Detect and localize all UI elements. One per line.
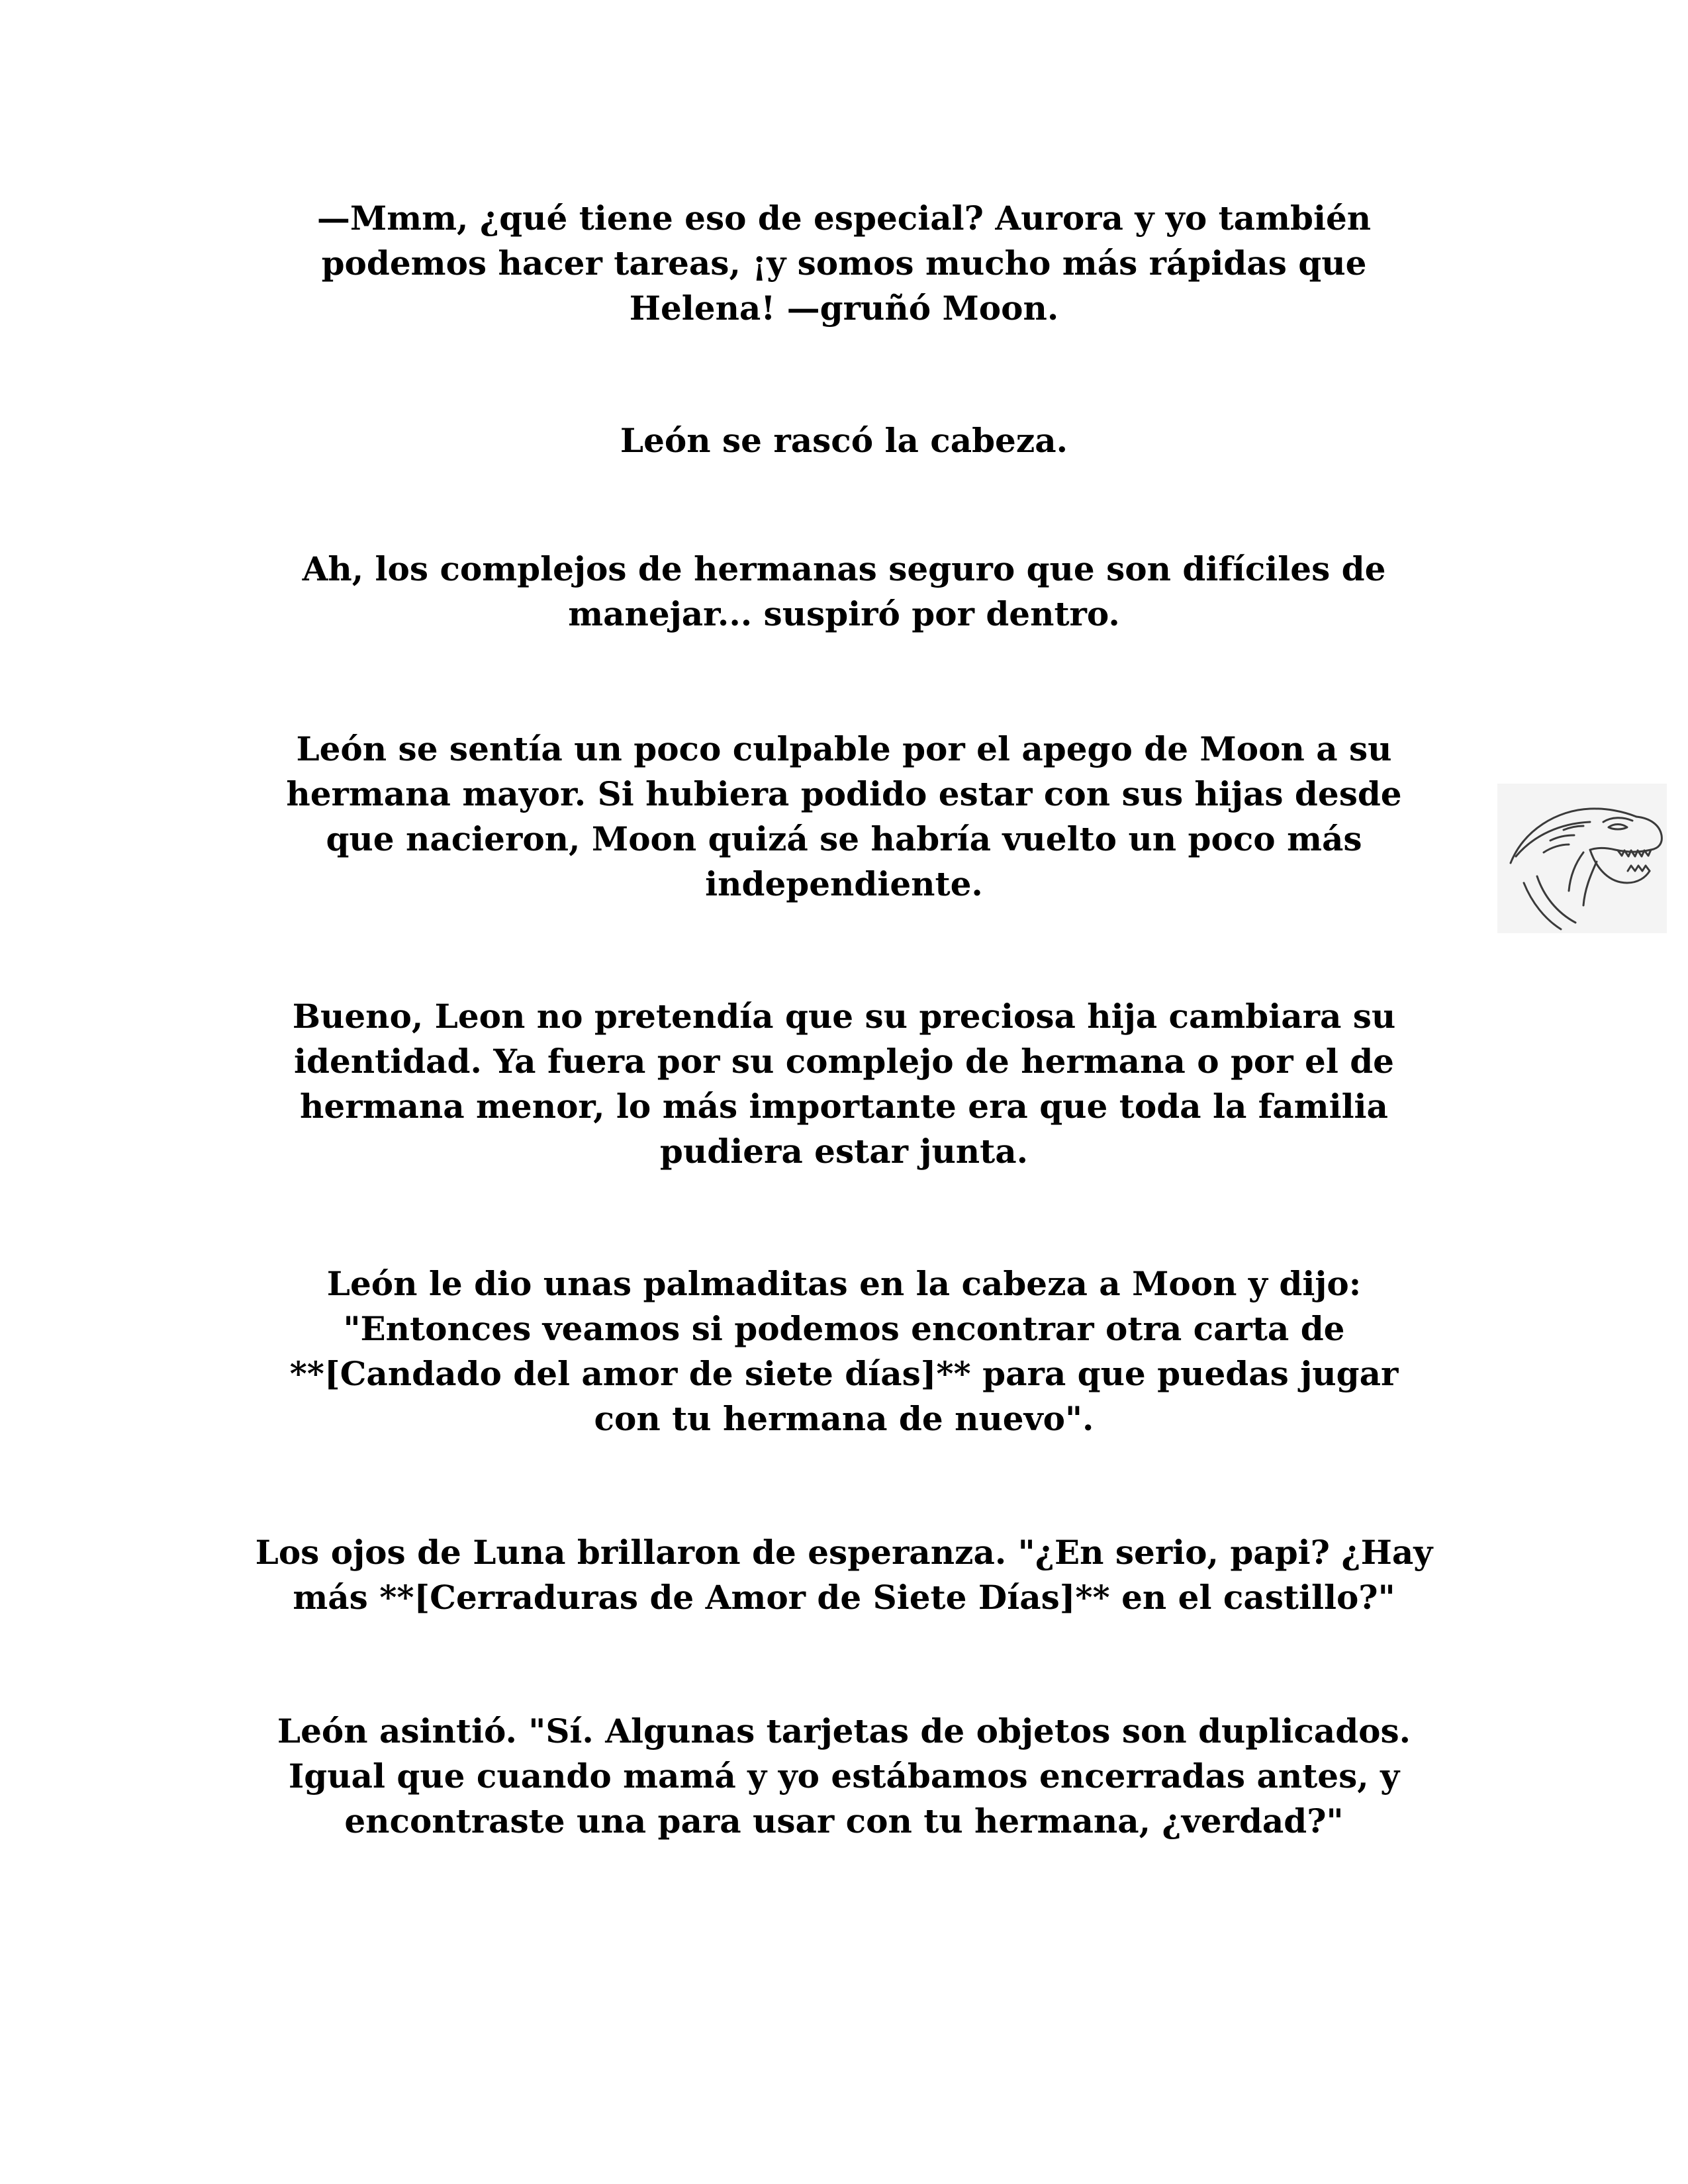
text-line: con tu hermana de nuevo". <box>594 1399 1094 1438</box>
text-line: manejar... suspiró por dentro. <box>568 594 1120 633</box>
text-line: León se sentía un poco culpable por el apego de Moon a su <box>296 729 1392 768</box>
paragraph-1 <box>199 196 1489 331</box>
paragraph-8 <box>199 1709 1489 1844</box>
text-line: pudiera estar junta. <box>659 1132 1029 1171</box>
paragraph-5 <box>199 994 1489 1174</box>
paragraph-4 <box>199 727 1489 907</box>
text-line: hermana menor, lo más importante era que toda la familia <box>300 1087 1388 1126</box>
text-line: encontraste una para usar con tu hermana, ¿verdad?" <box>344 1801 1344 1841</box>
text-line: más **[Cerraduras de Amor de Siete Días]** en el castillo?" <box>293 1578 1395 1617</box>
text-line: León se rascó la cabeza. <box>620 421 1068 460</box>
text-line: Los ojos de Luna brillaron de esperanza. "¿En serio, papi? ¿Hay <box>255 1533 1433 1572</box>
text-line: León le dio unas palmaditas en la cabeza a Moon y dijo: <box>326 1264 1362 1303</box>
text-line: "Entonces veamos si podemos encontrar otra carta de <box>343 1309 1345 1348</box>
dinosaur-head-icon <box>1497 784 1667 933</box>
text-line: identidad. Ya fuera por su complejo de hermana o por el de <box>293 1042 1394 1081</box>
text-line: Bueno, Leon no pretendía que su preciosa hija cambiara su <box>292 997 1396 1036</box>
text-line: Ah, los complejos de hermanas seguro que son difíciles de <box>302 549 1386 588</box>
paragraph-3 <box>199 547 1489 637</box>
text-line: Helena! —gruñó Moon. <box>629 289 1059 328</box>
paragraph-7 <box>199 1530 1489 1620</box>
text-line: Igual que cuando mamá y yo estábamos encerradas antes, y <box>288 1756 1400 1796</box>
text-line: hermana mayor. Si hubiera podido estar con sus hijas desde <box>286 774 1402 813</box>
text-line: que nacieron, Moon quizá se habría vuelto un poco más <box>326 819 1362 858</box>
text-line: podemos hacer tareas, ¡y somos mucho más rápidas que <box>321 244 1367 283</box>
text-line: independiente. <box>705 864 983 903</box>
text-line: **[Candado del amor de siete días]** para que puedas jugar <box>289 1354 1399 1393</box>
paragraph-6 <box>199 1261 1489 1441</box>
text-line: León asintió. "Sí. Algunas tarjetas de objetos son duplicados. <box>277 1711 1411 1751</box>
paragraph-2 <box>199 418 1489 463</box>
text-line: —Mmm, ¿qué tiene eso de especial? Aurora y yo también <box>316 199 1372 238</box>
